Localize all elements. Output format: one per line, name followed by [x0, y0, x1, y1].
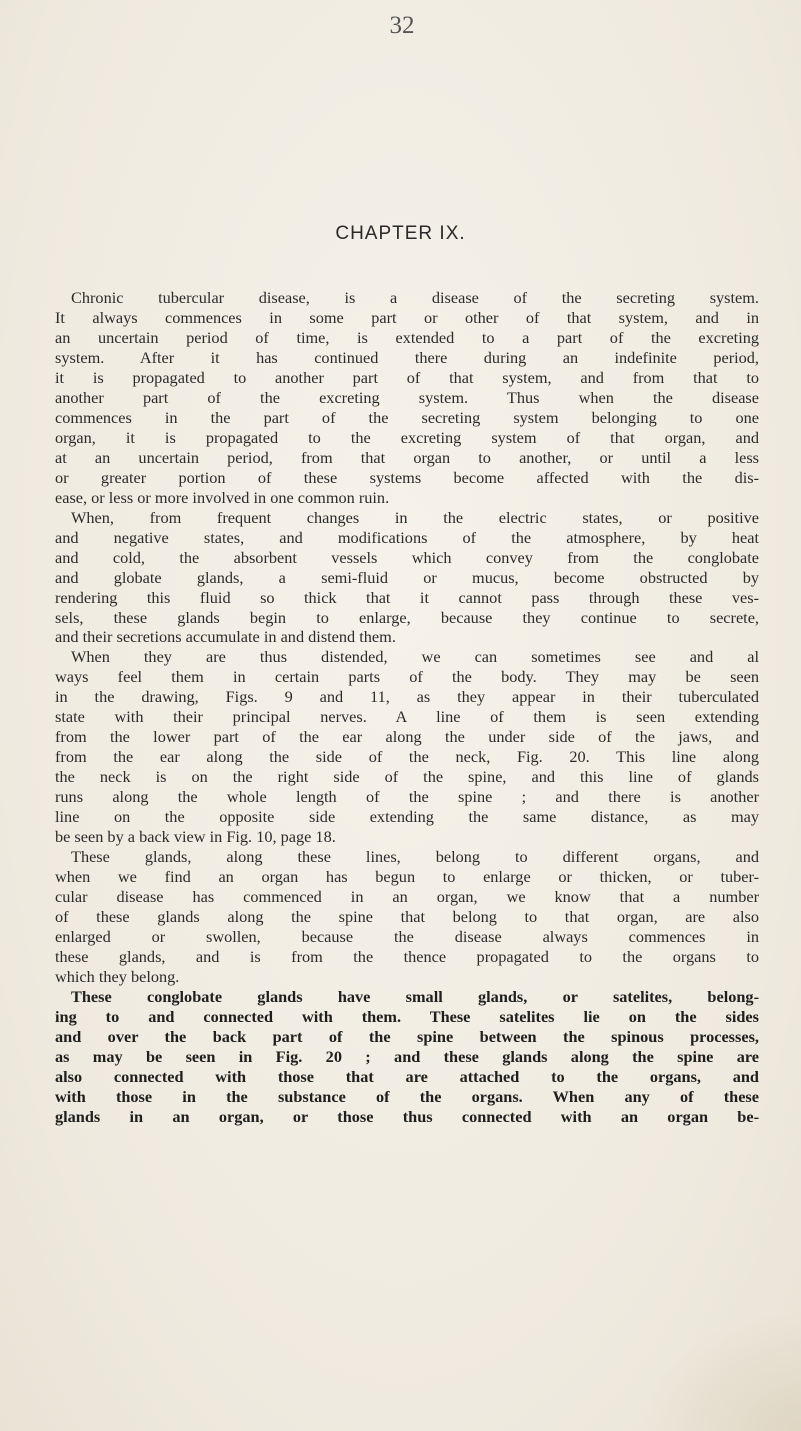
- text-line: which they belong.: [55, 966, 180, 986]
- text-line: and their secretions accumulate in and distend them.: [55, 627, 396, 647]
- text-line: organ, it is propagated to the excreting system of that organ, and: [55, 427, 759, 447]
- text-line: and negative states, and modifications of the atmosphere, by heat: [55, 527, 759, 547]
- paragraph: [55, 847, 759, 987]
- text-line: of these glands along the spine that belong to that organ, are also: [55, 907, 759, 927]
- text-line: the neck is on the right side of the spine, and this line of glands: [55, 767, 759, 787]
- body-text: [55, 288, 759, 1127]
- text-line: glands in an organ, or those thus connected with an organ be-: [55, 1106, 759, 1126]
- text-line: These glands, along these lines, belong to different organs, and: [71, 847, 759, 867]
- text-line: with those in the substance of the organs. When any of these: [55, 1086, 759, 1106]
- paragraph: [55, 508, 759, 648]
- text-line: be seen by a back view in Fig. 10, page 18.: [55, 827, 336, 847]
- text-line: an uncertain period of time, is extended to a part of the excreting: [55, 327, 759, 347]
- page-number: 32: [389, 12, 415, 39]
- text-line: It always commences in some part or other of that system, and in: [55, 307, 759, 327]
- text-line: rendering this fluid so thick that it cannot pass through these ves-: [55, 587, 759, 607]
- text-line: These conglobate glands have small glands, or satelites, belong-: [71, 986, 759, 1006]
- text-line: runs along the whole length of the spine ; and there is another: [55, 787, 759, 807]
- text-line: When they are thus distended, we can sometimes see and al: [71, 647, 759, 667]
- text-line: at an uncertain period, from that organ to another, or until a less: [55, 447, 759, 467]
- text-line: and over the back part of the spine between the spinous processes,: [55, 1026, 759, 1046]
- text-line: as may be seen in Fig. 20 ; and these glands along the spine are: [55, 1046, 759, 1066]
- chapter-title: CHAPTER IX.: [335, 223, 466, 244]
- text-line: ways feel them in certain parts of the body. They may be seen: [55, 667, 759, 687]
- text-line: line on the opposite side extending the same distance, as may: [55, 807, 759, 827]
- text-line: from the lower part of the ear along the under side of the jaws, and: [55, 727, 759, 747]
- text-line: enlarged or swollen, because the disease always commences in: [55, 927, 759, 946]
- text-line: from the ear along the side of the neck, Fig. 20. This line along: [55, 747, 759, 767]
- paragraph: [55, 647, 759, 847]
- text-line: in the drawing, Figs. 9 and 11, as they appear in their tuberculated: [55, 687, 759, 707]
- text-line: system. After it has continued there during an indefinite period,: [55, 347, 759, 367]
- paragraph: [55, 288, 759, 508]
- text-line: when we find an organ has begun to enlarge or thicken, or tuber-: [55, 867, 759, 887]
- text-line: also connected with those that are attached to the organs, and: [55, 1066, 759, 1086]
- text-line: When, from frequent changes in the electric states, or positive: [71, 507, 759, 527]
- text-line: state with their principal nerves. A line of them is seen extending: [55, 707, 759, 727]
- paragraph: [55, 987, 759, 1127]
- text-line: cular disease has commenced in an organ, we know that a number: [55, 887, 759, 907]
- text-line: another part of the excreting system. Thus when the disease: [55, 387, 759, 407]
- text-line: and globate glands, a semi-fluid or mucus, become obstructed by: [55, 567, 759, 587]
- text-line: or greater portion of these systems become affected with the dis-: [55, 467, 759, 487]
- text-line: ease, or less or more involved in one common ruin.: [55, 487, 390, 507]
- text-line: sels, these glands begin to enlarge, because they continue to secrete,: [55, 607, 759, 627]
- text-line: ing to and connected with them. These satelites lie on the sides: [55, 1006, 759, 1026]
- page-stain: [641, 1311, 801, 1431]
- text-line: and cold, the absorbent vessels which convey from the conglobate: [55, 547, 759, 567]
- text-line: Chronic tubercular disease, is a disease of the secreting system.: [71, 288, 759, 307]
- text-line: it is propagated to another part of that system, and from that to: [55, 367, 759, 387]
- text-line: commences in the part of the secreting system belonging to one: [55, 407, 759, 427]
- text-line: these glands, and is from the thence propagated to the organs to: [55, 946, 759, 966]
